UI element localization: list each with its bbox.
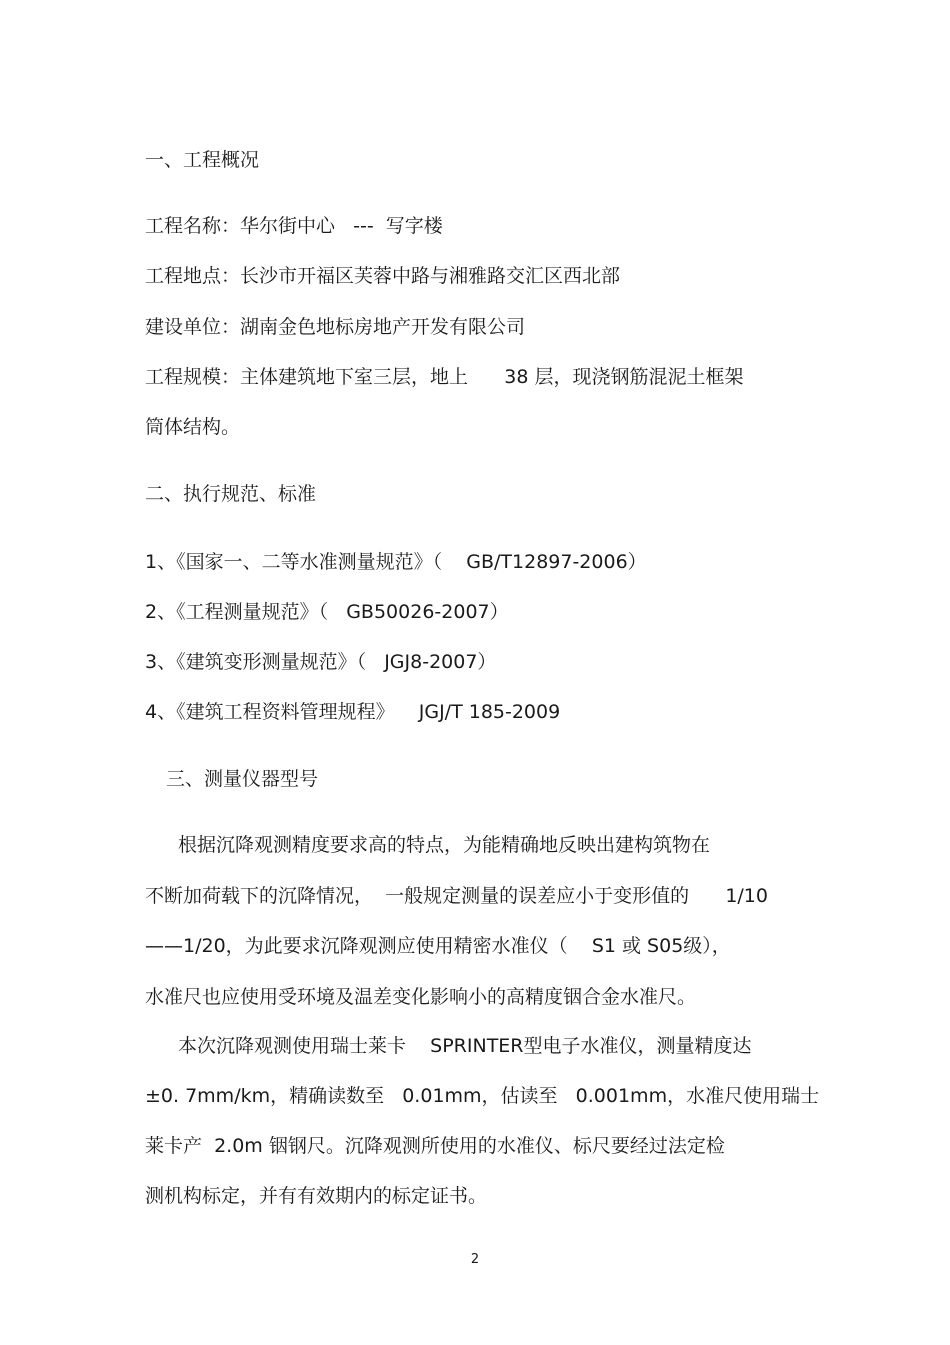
construction-unit: 建设单位：湖南金色地标房地产开发有限公司 (145, 316, 526, 338)
paragraph-line: 不断加荷载下的沉降情况， 一般规定测量的误差应小于变形值的 1/10 (145, 885, 768, 907)
paragraph-line: ±0. 7mm/km，精确读数至 0.01mm，估读至 0.001mm，水准尺使用瑞士 (145, 1085, 820, 1107)
page-number: 2 (470, 1252, 480, 1267)
paragraph-line: ——1/20，为此要求沉降观测应使用精密水准仪（ S1 或 S05级）， (145, 935, 731, 957)
project-name: 工程名称：华尔街中心 --- 写字楼 (145, 215, 443, 237)
standard-item: 4、《建筑工程资料管理规程》 JGJ/T 185-2009 (145, 701, 561, 723)
project-scale-line-1: 工程规模：主体建筑地下室三层，地上 38 层，现浇钢筋混泥土框架 (145, 366, 744, 388)
section-heading-instruments: 三、测量仪器型号 (166, 768, 319, 790)
standard-item: 2、《工程测量规范》（ GB50026-2007） (145, 601, 509, 623)
project-scale-line-2: 筒体结构。 (145, 416, 241, 438)
paragraph-line: 本次沉降观测使用瑞士莱卡 SPRINTER型电子水准仪，测量精度达 (178, 1035, 752, 1057)
project-location: 工程地点：长沙市开福区芙蓉中路与湘雅路交汇区西北部 (145, 265, 621, 287)
paragraph-line: 测机构标定，并有有效期内的标定证书。 (145, 1185, 488, 1207)
paragraph-line: 根据沉降观测精度要求高的特点，为能精确地反映出建构筑物在 (178, 834, 711, 856)
standard-item: 3、《建筑变形测量规范》（ JGJ8-2007） (145, 651, 497, 673)
standard-item: 1、《国家一、二等水准测量规范》（ GB/T12897-2006） (145, 551, 647, 573)
section-heading-standards: 二、执行规范、标准 (145, 483, 317, 505)
paragraph-line: 莱卡产 2.0m 铟钢尺。沉降观测所使用的水准仪、标尺要经过法定检 (145, 1135, 725, 1157)
section-heading-project-overview: 一、工程概况 (145, 149, 260, 171)
paragraph-line: 水准尺也应使用受环境及温差变化影响小的高精度铟合金水准尺。 (145, 986, 697, 1008)
